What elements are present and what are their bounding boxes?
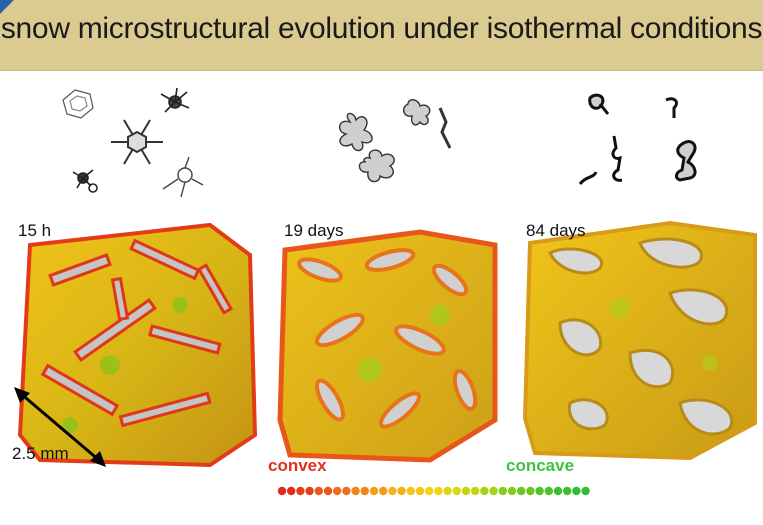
snow-crystals-15h [45,80,235,210]
curvature-dot [434,487,442,495]
curvature-dot [278,487,286,495]
curvature-dot [480,487,488,495]
curvature-dot [361,487,369,495]
curvature-dot [535,487,543,495]
curvature-dot [526,487,534,495]
curvature-dot [342,487,350,495]
title-bar [0,0,763,71]
sample-label-19days: 19 days [284,221,344,240]
curvature-dot [489,487,497,495]
curvature-dot [379,487,387,495]
curvature-dot [287,487,295,495]
legend-concave-label: concave [506,456,575,475]
curvature-dot [581,487,589,495]
curvature-dot [407,487,415,495]
curvature-dot [443,487,451,495]
curvature-dot [315,487,323,495]
snow-crystals-84days [570,88,720,198]
curvature-dot [453,487,461,495]
curvature-dot [572,487,580,495]
curvature-dot [554,487,562,495]
scale-label: 2.5 mm [12,444,69,463]
curvature-dot [324,487,332,495]
snow-crystals-19days [320,92,470,192]
curvature-dot [333,487,341,495]
curvature-dot [388,487,396,495]
curvature-dot [351,487,359,495]
curvature-dot [499,487,507,495]
curvature-dot [425,487,433,495]
legend-convex-label: convex [268,456,327,475]
curvature-dot [305,487,313,495]
curvature-dot [545,487,553,495]
microstructure-84days [520,213,760,463]
curvature-dot [508,487,516,495]
curvature-dot [471,487,479,495]
sample-label-84days: 84 days [526,221,586,240]
curvature-dot [397,487,405,495]
curvature-dot [296,487,304,495]
page-title: snow microstructural evolution under isothermal conditions [0,12,763,45]
curvature-dot [462,487,470,495]
curvature-dot [416,487,424,495]
curvature-scale [276,484,596,498]
curvature-dot [370,487,378,495]
sample-label-15h: 15 h [18,221,52,240]
microstructure-19days [270,220,510,465]
curvature-dot [517,487,525,495]
curvature-dot [563,487,571,495]
